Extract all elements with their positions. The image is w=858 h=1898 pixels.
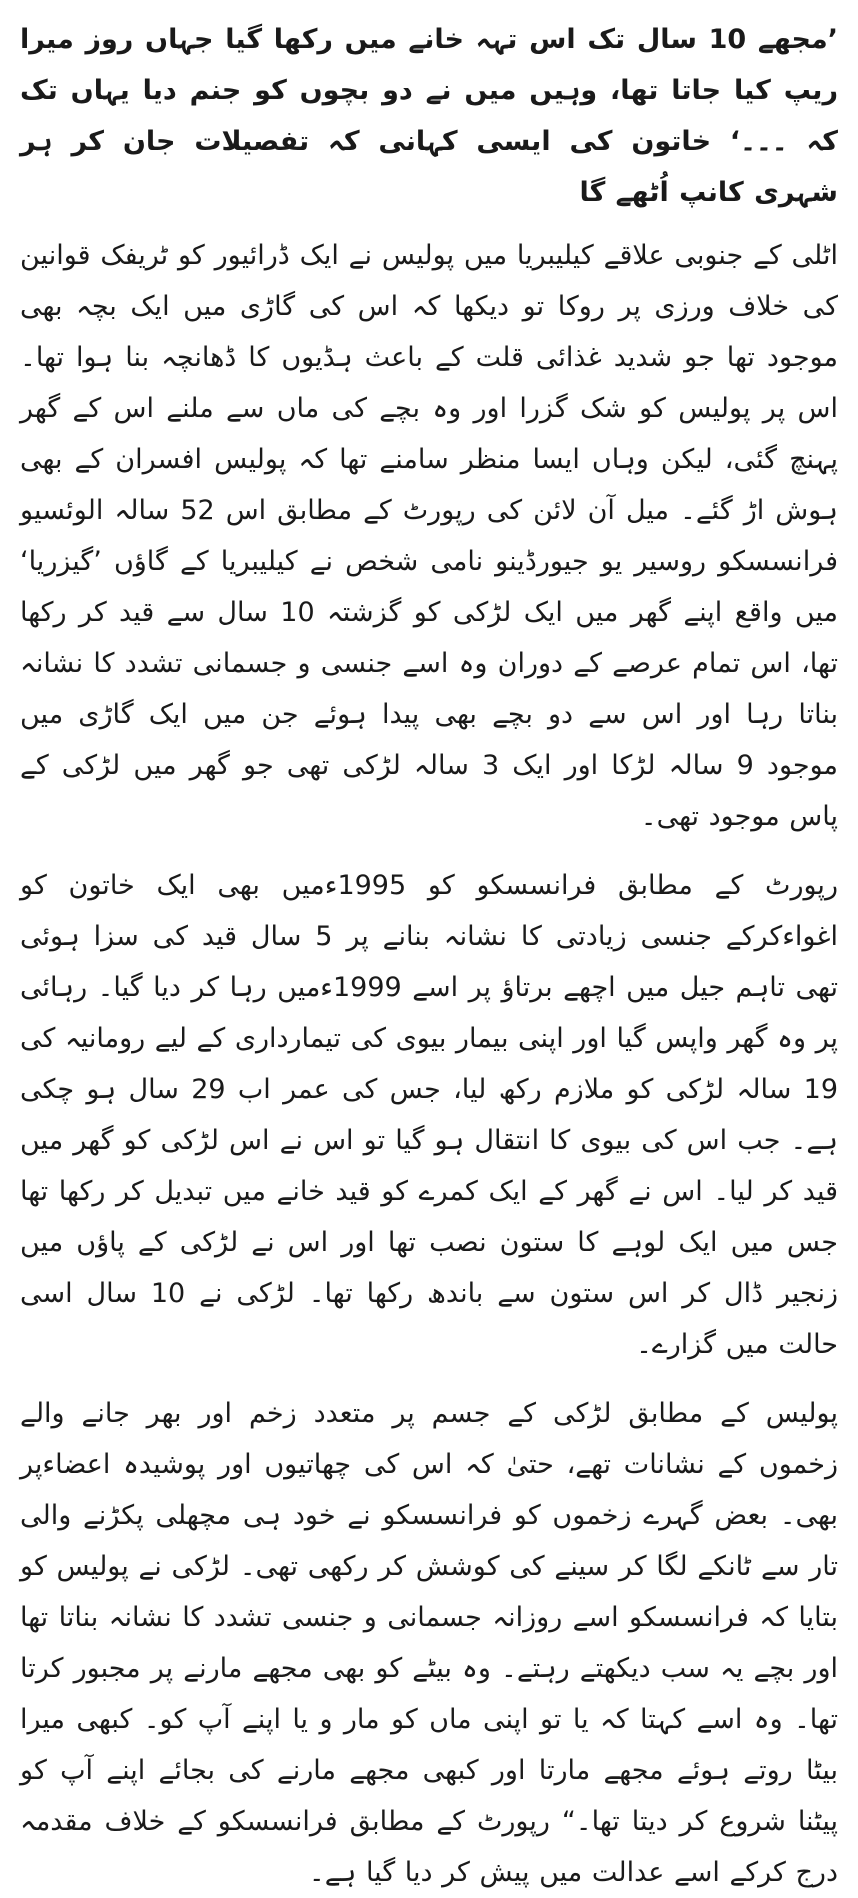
- article-paragraph: پولیس کے مطابق لڑکی کے جسم پر متعدد زخم اور بھر جانے والے زخموں کے نشانات تھے، حتیٰ کہ اس کی چھاتیوں اور پوشیدہ اعضاءپر بھی۔ بعض گہرے زخموں کو فرانسسکو نے خود ہی مچھلی پکڑنے والی تار سے ٹانکے لگا کر سینے کی کوشش کر رکھی تھی۔ لڑکی نے پولیس کو بتایا کہ فرانسسکو اسے روزانہ جسمانی و جنسی تشدد کا نشانہ بناتا تھا اور بچے یہ سب دیکھتے رہتے۔ وہ بیٹے کو بھی مجھے مارنے پر مجبور کرتا تھا۔ وہ اسے کہتا کہ یا تو اپنی ماں کو مار و یا اپنے آپ کو۔ کبھی میرا بیٹا روتے ہوئے مجھے مارتا اور کبھی مجھے مارنے کی بجائے اپنے آپ کو پیٹنا شروع کر دیتا تھا۔“ رپورٹ کے مطابق فرانسسکو کے خلاف مقدمہ درج کرکے اسے عدالت میں پیش کر دیا گیا ہے۔: [20, 1398, 838, 1888]
- article-headline: ’مجھے 10 سال تک اس تہہ خانے میں رکھا گیا جہاں روز میرا ریپ کیا جاتا تھا، وہیں میں نے دو بچوں کو جنم دیا یہاں تک کہ ۔۔۔‘ خاتون کی ایسی کہانی کہ تفصیلات جان کر ہر شہری کانپ اُٹھے گا: [20, 24, 838, 208]
- article-paragraph: رپورٹ کے مطابق فرانسسکو کو 1995ءمیں بھی ایک خاتون کو اغواءکرکے جنسی زیادتی کا نشانہ بنانے پر 5 سال قید کی سزا ہوئی تھی تاہم جیل میں اچھے برتاﺅ پر اسے 1999ءمیں رہا کر دیا گیا۔ رہائی پر وہ گھر واپس گیا اور اپنی بیمار بیوی کی تیمارداری کے لیے رومانیہ کی 19 سالہ لڑکی کو ملازم رکھ لیا، جس کی عمر اب 29 سال ہو چکی ہے۔ جب اس کی بیوی کا انتقال ہو گیا تو اس نے اس لڑکی کو گھر میں قید کر لیا۔ اس نے گھر کے ایک کمرے کو قید خانے میں تبدیل کر رکھا تھا جس میں ایک لوہے کا ستون نصب تھا اور اس نے لڑکی کے پاﺅں میں زنجیر ڈال کر اس ستون سے باندھ رکھا تھا۔ لڑکی نے 10 سال اسی حالت میں گزارے۔: [20, 870, 839, 1360]
- article-paragraph: اٹلی کے جنوبی علاقے کیلیبریا میں پولیس نے ایک ڈرائیور کو ٹریفک قوانین کی خلاف ورزی پر روکا تو دیکھا کہ اس کی گاڑی میں ایک بچہ بھی موجود تھا جو شدید غذائی قلت کے باعث ہڈیوں کا ڈھانچہ بنا ہوا تھا۔ اس پر پولیس کو شک گزرا اور وہ بچے کی ماں سے ملنے اس کے گھر پہنچ گئی، لیکن وہاں ایسا منظر سامنے تھا کہ پولیس افسران کے بھی ہوش اڑ گئے۔ میل آن لائن کی رپورٹ کے مطابق اس 52 سالہ الوئسیو فرانسسکو روسیر یو جیورڈینو نامی شخص نے کیلیبریا کے گاﺅں ’گیزریا‘ میں واقع اپنے گھر میں ایک لڑکی کو گزشتہ 10 سال سے قید کر رکھا تھا، اس تمام عرصے کے دوران وہ اسے جنسی و جسمانی تشدد کا نشانہ بناتا رہا اور اس سے دو بچے بھی پیدا ہوئے جن میں ایک گاڑی میں موجود 9 سالہ لڑکا اور ایک 3 سالہ لڑکی تھی جو گھر میں لڑکی کے پاس موجود تھی۔: [20, 240, 839, 832]
